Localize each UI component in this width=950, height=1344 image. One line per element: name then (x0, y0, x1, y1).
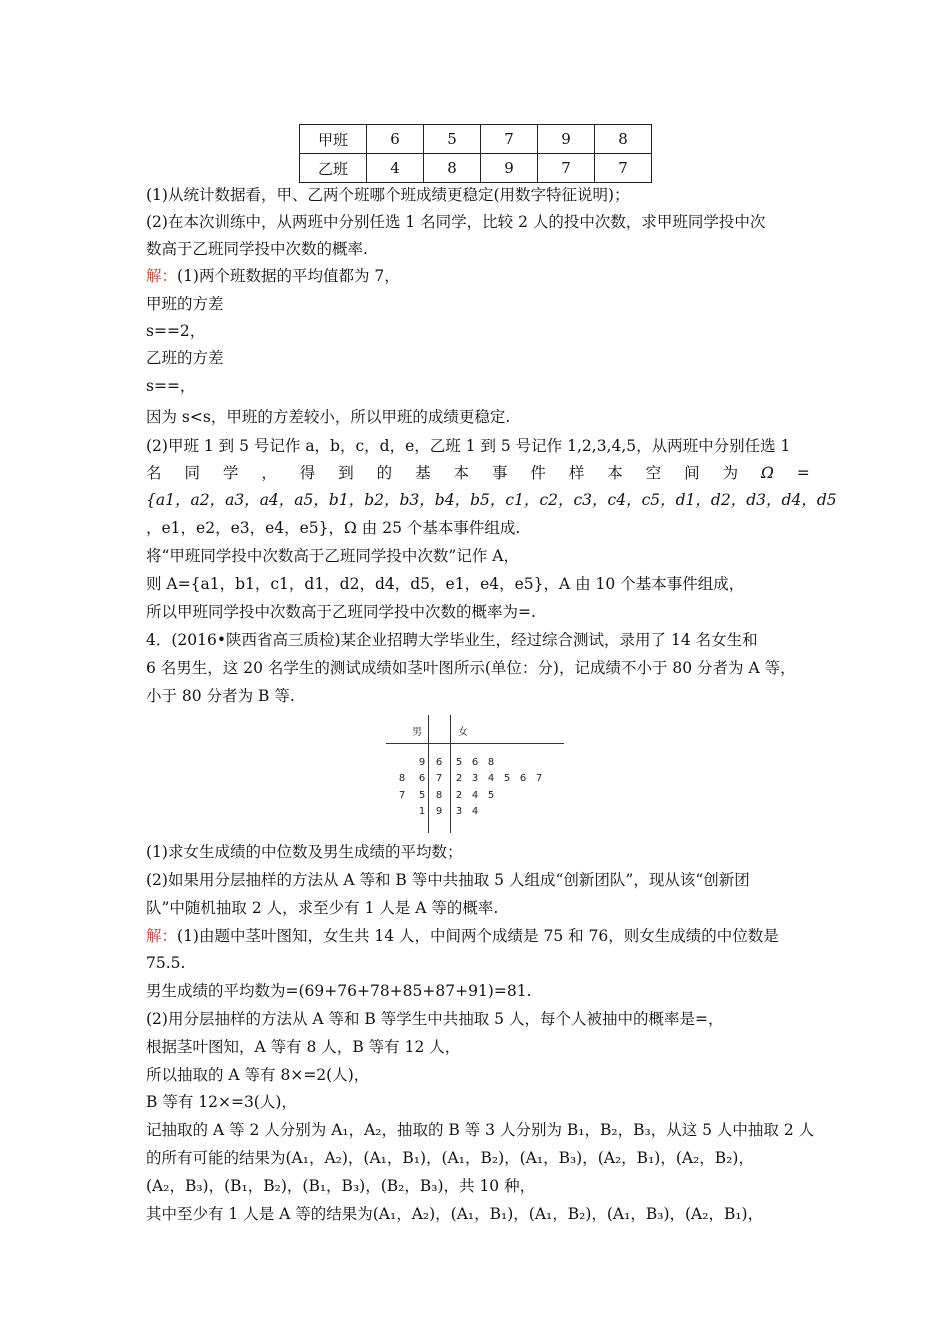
word: d5 (816, 491, 837, 509)
solution-line: 则 A={a1，b1，c1，d1，d2，d4，d5，e1，e4，e5}，A 由 10 个基本事件组成， (146, 575, 745, 593)
stem-leaf-left-header: 男 (412, 727, 422, 738)
solution-text: (1)两个班数据的平均值都为 7， (177, 267, 400, 285)
word: 到 (338, 464, 354, 482)
table-cell: 7 (481, 125, 538, 154)
male-leaf: 6 (418, 773, 426, 784)
female-leaf: 5 (455, 757, 463, 768)
word: 事 (491, 464, 508, 482)
female-leaf: 3 (471, 773, 479, 784)
solution-line (146, 266, 400, 286)
table-cell: 4 (367, 154, 424, 183)
solution-line: s==2， (146, 322, 206, 340)
sample-space-elements (146, 490, 837, 510)
word: 本 (607, 464, 623, 482)
female-leaf: 4 (471, 806, 479, 817)
word: 本 (453, 464, 470, 482)
female-leaf: 2 (455, 790, 463, 801)
solution-line: 记抽取的 A 等 2 人分别为 A₁，A₂，抽取的 B 等 3 人分别为 B₁，B₂，B₃，从这 5 人中抽取 2 人 (146, 1121, 815, 1139)
word: b1， (328, 491, 365, 509)
solution-line: 男生成绩的平均数为=(69+76+78+85+87+91)=81. (146, 982, 532, 1000)
solution-line: 75.5. (146, 954, 186, 972)
solution-line: 乙班的方差 (146, 349, 224, 367)
female-leaf: 2 (455, 773, 463, 784)
solution-line: B 等有 12×=3(人)， (146, 1093, 297, 1111)
word: c1， (505, 491, 540, 509)
stem-leaf-row (386, 773, 566, 789)
word: a5， (294, 491, 329, 509)
question-4-part-1: (1)求女生成绩的中位数及男生成绩的平均数； (146, 843, 463, 861)
word: Ω (761, 464, 774, 482)
question-part-1: (1)从统计数据看，甲、乙两个班哪个班成绩更稳定(用数字特征说明)； (146, 186, 630, 204)
word: b3， (399, 491, 435, 509)
solution-line (146, 926, 779, 946)
table-cell: 7 (538, 154, 595, 183)
solution-line: 甲班的方差 (146, 295, 224, 313)
word: 基 (415, 464, 431, 482)
solution-line: 根据茎叶图知，A 等有 8 人，B 等有 12 人， (146, 1038, 461, 1056)
word: {a1， (146, 491, 191, 509)
stem-leaf-plot (386, 715, 566, 835)
word: d3， (746, 491, 782, 509)
word: b5， (470, 491, 506, 509)
table-row (300, 125, 652, 154)
word: = (796, 464, 810, 482)
stem-leaf-row (386, 790, 566, 806)
stem-leaf-right-header: 女 (458, 727, 468, 738)
question-4-part-2-line-2: 队”中随机抽取 2 人，求至少有 1 人是 A 等的概率. (146, 899, 499, 917)
female-leaf: 5 (487, 790, 495, 801)
solution-line: 所以甲班同学投中次数高于乙班同学投中次数的概率为=. (146, 603, 536, 621)
solution-line: (A₂，B₃)，(B₁，B₂)，(B₁，B₃)，(B₂，B₃)，共 10 种， (146, 1177, 536, 1195)
female-leaf: 4 (471, 790, 479, 801)
table-row-label: 乙班 (300, 154, 367, 183)
stem-value: 7 (435, 773, 443, 784)
word: d2， (710, 491, 747, 509)
word: c5， (641, 491, 676, 509)
solution-label: 解： (146, 267, 178, 285)
word: d4， (781, 491, 817, 509)
solution-line: 所以抽取的 A 等有 8×=2(人)， (146, 1066, 370, 1084)
word: 学 (222, 464, 239, 482)
table-row-label: 甲班 (300, 125, 367, 154)
question-4-part-2-line-1: (2)如果用分层抽样的方法从 A 等和 B 等中共抽取 5 人组成“创新团队”，现从该“创新团 (146, 871, 750, 889)
male-leaf: 5 (418, 790, 426, 801)
word: d1， (675, 491, 711, 509)
word: 的 (376, 464, 393, 482)
female-leaf: 7 (535, 773, 543, 784)
word: 样 (568, 464, 585, 482)
solution-line: (2)用分层抽样的方法从 A 等和 B 等学生中共抽取 5 人，每个人被抽中的概率是=， (146, 1010, 724, 1028)
word: 间 (684, 464, 700, 482)
word: c4， (607, 491, 642, 509)
female-leaf: 6 (519, 773, 527, 784)
word: 得 (299, 464, 316, 482)
word: 名 (146, 464, 162, 482)
female-leaf: 8 (487, 757, 495, 768)
table-cell: 6 (367, 125, 424, 154)
stem-leaf-header-rule (386, 743, 564, 744)
word: a4， (259, 491, 295, 509)
female-leaf: 5 (503, 773, 511, 784)
male-leaf: 7 (398, 790, 406, 801)
male-leaf: 9 (418, 757, 426, 768)
solution-line: 将“甲班同学投中次数高于乙班同学投中次数”记作 A， (146, 547, 519, 565)
table-cell: 9 (481, 154, 538, 183)
solution-label: 解： (146, 927, 178, 945)
female-leaf: 6 (471, 757, 479, 768)
word: b2， (364, 491, 400, 509)
word: c2， (539, 491, 574, 509)
solution-text: (1)由题中茎叶图知，女生共 14 人，中间两个成绩是 75 和 76，则女生成绩的中位数是 (177, 927, 779, 945)
table-cell: 8 (424, 154, 481, 183)
solution-line: s==， (146, 377, 196, 395)
word: a3， (225, 491, 260, 509)
table-cell: 5 (424, 125, 481, 154)
stem-value: 9 (435, 806, 443, 817)
question-4-line-2: 6 名男生，这 20 名学生的测试成绩如茎叶图所示(单位：分)，记成绩不小于 80 分者为 A 等， (146, 659, 796, 677)
table-cell: 9 (538, 125, 595, 154)
sample-space-line (146, 463, 810, 483)
table-row (300, 154, 652, 183)
score-table (299, 124, 652, 183)
stem-leaf-row (386, 806, 566, 822)
solution-line: 的所有可能的结果为(A₁，A₂)，(A₁，B₁)，(A₁，B₂)，(A₁，B₃)，(A₂，B₁)，(A₂，B₂)， (146, 1149, 754, 1167)
female-leaf: 3 (455, 806, 463, 817)
word: a2， (190, 491, 226, 509)
stem-value: 8 (435, 790, 443, 801)
solution-line: (2)甲班 1 到 5 号记作 a，b，c，d，e，乙班 1 到 5 号记作 1,2,3,4,5，从两班中分别任选 1 (146, 437, 791, 455)
male-leaf: 1 (418, 806, 426, 817)
word: 空 (645, 464, 662, 482)
word: c3， (573, 491, 608, 509)
female-leaf: 4 (487, 773, 495, 784)
solution-line: 其中至少有 1 人是 A 等的结果为(A₁，A₂)，(A₁，B₁)，(A₁，B₂)，(A₁，B₃)，(A₂，B₁)， (146, 1205, 764, 1223)
word: 件 (530, 464, 546, 482)
solution-line: ，e1，e2，e3，e4，e5}，Ω 由 25 个基本事件组成. (146, 519, 521, 537)
word: 同 (184, 464, 200, 482)
question-part-2-line-1: (2)在本次训练中，从两班中分别任选 1 名同学，比较 2 人的投中次数，求甲班同学投中次 (146, 213, 766, 231)
question-4-line-1: 4．(2016•陕西省高三质检)某企业招聘大学毕业生，经过综合测试，录用了 14 名女生和 (146, 631, 758, 649)
word: ， (261, 464, 277, 482)
table-cell: 7 (595, 154, 652, 183)
table-cell: 8 (595, 125, 652, 154)
solution-line: 因为 s<s，甲班的方差较小，所以甲班的成绩更稳定. (146, 408, 511, 426)
word: 为 (722, 464, 739, 482)
male-leaf: 8 (398, 773, 406, 784)
question-4-line-3: 小于 80 分者为 B 等. (146, 687, 295, 705)
stem-value: 6 (435, 757, 443, 768)
stem-leaf-row (386, 757, 566, 773)
question-part-2-line-2: 数高于乙班同学投中次数的概率. (146, 240, 368, 258)
word: b4， (434, 491, 471, 509)
